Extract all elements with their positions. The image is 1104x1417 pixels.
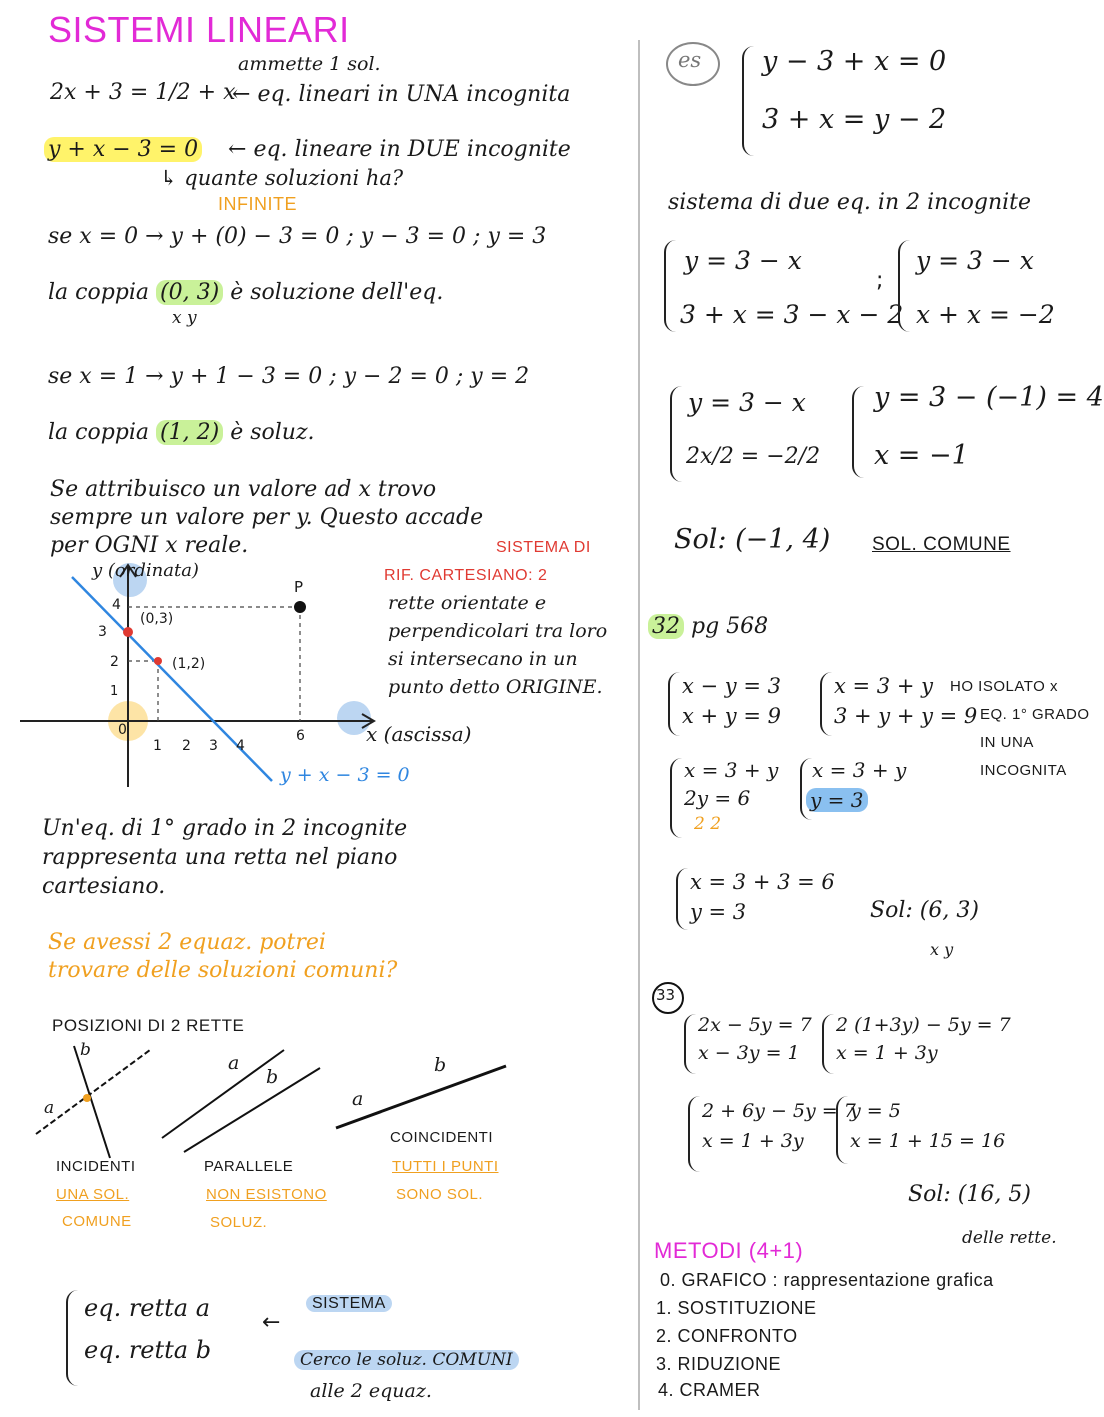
y-axis-label: y (ordinata): [92, 560, 199, 581]
parallel-line-a: [162, 1050, 284, 1138]
method-2: 2. CONFRONTO: [656, 1326, 798, 1346]
page-title: SISTEMI LINEARI: [48, 9, 350, 50]
ex33-brace-4: [836, 1096, 848, 1164]
sub2-eq-1: y = 3 − x: [916, 246, 1034, 275]
equation-two-unknowns: y + x − 3 = 0: [44, 137, 202, 163]
line-label: y + x − 3 = 0: [280, 764, 410, 786]
paragraph-line-3: per OGNI x reale.: [50, 533, 249, 558]
x-tick-6: 6: [296, 728, 305, 744]
question-line-2: trovare delle soluzioni comuni?: [48, 958, 398, 983]
x-axis-label: x (ascissa): [366, 722, 472, 746]
incident-label-b: b: [80, 1040, 91, 1060]
incident-desc-1: UNA SOL.: [56, 1186, 130, 1203]
ex32-b-eq-1: x = 3 + y: [834, 674, 933, 698]
isolated-note-1: HO ISOLATO x: [950, 678, 1058, 695]
method-4: 4. CRAMER: [658, 1380, 761, 1400]
sub-brace-1: [664, 240, 678, 332]
common-solution-label: SOL. COMUNE: [872, 534, 1011, 555]
cartesian-graph: [0, 555, 480, 795]
coincident-title: COINCIDENTI: [390, 1129, 493, 1146]
column-divider: [638, 40, 640, 1410]
solution-1: Sol: (−1, 4): [674, 524, 831, 555]
exercise-32-heading: 32 pg 568: [648, 614, 768, 640]
ex32-brace-2: [820, 672, 832, 736]
ex33-b-eq-2: x = 1 + 3y: [836, 1042, 938, 1064]
ex32-e-eq-1: x = 3 + 3 = 6: [690, 870, 835, 894]
ref-system-line-2: rette orientate e: [388, 592, 547, 614]
ref-system-line-3: perpendicolari tra loro: [388, 620, 608, 642]
coincident-desc-2: SONO SOL.: [396, 1186, 484, 1203]
example-label: es: [678, 48, 702, 72]
point-0-3: [123, 627, 133, 637]
sub3-eq-1: y = 3 − x: [688, 388, 806, 417]
question-how-many: ↳ quante soluzioni ha?: [160, 166, 404, 190]
method-3: 3. RIDUZIONE: [656, 1354, 782, 1374]
incident-line-b: [74, 1046, 110, 1158]
incident-desc-2: COMUNE: [62, 1213, 132, 1230]
solution-33: Sol: (16, 5): [908, 1182, 1031, 1207]
point-1-2-label: (1,2): [172, 656, 206, 672]
ex33-c-eq-1: 2 + 6y − 5y = 7: [702, 1100, 856, 1122]
ex32-c-eq-1: x = 3 + y: [684, 758, 779, 782]
ex32-a-eq-1: x − y = 3: [682, 674, 781, 698]
paragraph-line-1: Se attribuisco un valore ad x trovo: [50, 477, 437, 502]
isolated-note-3: IN UNA: [980, 734, 1034, 751]
ex32-brace-3: [670, 758, 682, 838]
system-label: SISTEMA: [306, 1294, 392, 1313]
sub1-eq-2: 3 + x = 3 − x − 2: [680, 300, 904, 329]
parallel-title: PARALLELE: [204, 1158, 294, 1175]
exercise-33-number: 33: [656, 986, 676, 1004]
y-tick-1: 1: [110, 684, 119, 699]
parallel-desc-2: SOLUZ.: [210, 1214, 268, 1231]
methods-title: METODI (4+1): [654, 1238, 804, 1263]
x-tick-3: 3: [209, 738, 218, 754]
point-p: [294, 601, 306, 613]
linear-line-1: Un'eq. di 1° grado in 2 incognite: [42, 816, 408, 841]
ex32-c-eq-2: 2y = 6: [684, 786, 751, 810]
method-1: 1. SOSTITUZIONE: [656, 1298, 817, 1318]
case-x-one: se x = 1 → y + 1 − 3 = 0 ; y − 2 = 0 ; y = 2: [48, 364, 530, 389]
common-solutions-1: Cerco le soluz. COMUNI: [294, 1350, 519, 1370]
ex33-a-eq-2: x − 3y = 1: [698, 1042, 800, 1064]
coincident-label-a: a: [352, 1088, 364, 1110]
incident-title: INCIDENTI: [56, 1158, 136, 1175]
couple-two-line: la coppia (1, 2) è soluz.: [48, 420, 315, 445]
equation-one-unknown: 2x + 3 = 1/2 + x: [50, 80, 236, 105]
ex32-b-eq-2: 3 + y + y = 9: [834, 704, 978, 728]
example-brace: [742, 46, 756, 156]
methods-note: delle rette.: [962, 1228, 1057, 1248]
point-p-label: P: [294, 578, 304, 596]
ex32-c-divisors: 2 2: [694, 814, 722, 834]
ref-system-line-1: RIF. CARTESIANO: 2: [384, 567, 548, 584]
common-solutions-2: alle 2 equaz.: [310, 1380, 432, 1402]
point-1-2: [154, 657, 162, 665]
note-two-unknowns: ← eq. lineare in DUE incognite: [228, 137, 571, 162]
parallel-label-b: b: [266, 1066, 279, 1088]
linear-line-3: cartesiano.: [42, 874, 166, 899]
arrow-to-system: ←: [262, 1310, 281, 1335]
parallel-desc-1: NON ESISTONO: [206, 1186, 327, 1203]
sub4-eq-2: x = −1: [874, 440, 969, 471]
couple-one-xy: x y: [172, 308, 197, 328]
ex32-brace-1: [668, 672, 680, 736]
incident-label-a: a: [44, 1098, 55, 1118]
ex33-d-eq-2: x = 1 + 15 = 16: [850, 1130, 1006, 1152]
case-x-zero: se x = 0 → y + (0) − 3 = 0 ; y − 3 = 0 ; y = 3: [48, 224, 547, 249]
method-0: 0. GRAFICO : rappresentazione grafica: [660, 1270, 994, 1290]
system-eq-a: eq. retta a: [84, 1294, 211, 1322]
sub3-eq-2: 2x/2 = −2/2: [686, 444, 821, 469]
ref-system-line-4: si intersecano in un: [388, 648, 578, 670]
system-description: sistema di due eq. in 2 incognite: [668, 190, 1032, 215]
ex32-e-eq-2: y = 3: [690, 900, 747, 924]
note-one-unknown: ← eq. lineari in UNA incognita: [232, 82, 571, 107]
solution-32-xy: x y: [930, 940, 954, 959]
ex32-a-eq-2: x + y = 9: [682, 704, 781, 728]
solution-32: Sol: (6, 3): [870, 898, 979, 923]
point-0-3-label: (0,3): [140, 611, 174, 627]
x-tick-2: 2: [182, 738, 191, 754]
sub-brace-4: [852, 386, 866, 478]
note-one-solution: ammette 1 sol.: [238, 53, 381, 75]
ex32-d-eq-2: y = 3: [806, 788, 868, 812]
incident-point: [83, 1094, 91, 1102]
y-tick-3: 3: [98, 624, 107, 640]
paragraph-line-2: sempre un valore per y. Questo accade: [50, 505, 484, 530]
example-eq-1: y − 3 + x = 0: [762, 46, 947, 77]
sub4-eq-1: y = 3 − (−1) = 4: [874, 382, 1104, 413]
ex33-brace-3: [688, 1096, 700, 1172]
ex33-b-eq-1: 2 (1+3y) − 5y = 7: [836, 1014, 1011, 1036]
separator-semicolon: ;: [876, 268, 884, 293]
ex32-brace-5: [676, 868, 688, 930]
ex32-d-eq-1: x = 3 + y: [812, 758, 907, 782]
ref-system-line-5: punto detto ORIGINE.: [388, 676, 603, 698]
parallel-line-b: [184, 1068, 320, 1152]
y-tick-2: 2: [110, 654, 119, 670]
isolated-note-4: INCOGNITA: [980, 762, 1067, 779]
system-brace: [66, 1290, 78, 1386]
sub1-eq-1: y = 3 − x: [684, 246, 802, 275]
ex33-brace-1: [684, 1014, 696, 1074]
example-eq-2: 3 + x = y − 2: [762, 104, 947, 135]
ref-system-title: SISTEMA DI: [496, 539, 591, 556]
parallel-label-a: a: [228, 1052, 240, 1074]
question-line-1: Se avessi 2 equaz. potrei: [48, 930, 326, 955]
ex33-a-eq-1: 2x − 5y = 7: [698, 1014, 812, 1036]
coincident-label-b: b: [434, 1054, 447, 1076]
sub2-eq-2: x + x = −2: [916, 300, 1055, 329]
ex33-d-eq-1: y = 5: [850, 1100, 901, 1122]
system-eq-b: eq. retta b: [84, 1336, 212, 1364]
linear-line-2: rappresenta una retta nel piano: [42, 845, 398, 870]
x-tick-1: 1: [153, 738, 162, 754]
sub-brace-3: [670, 386, 684, 482]
origin-label: 0: [118, 722, 127, 738]
positions-title: POSIZIONI DI 2 RETTE: [52, 1016, 245, 1035]
sub-brace-2: [898, 240, 912, 332]
y-tick-4: 4: [112, 597, 121, 613]
ex33-c-eq-2: x = 1 + 3y: [702, 1130, 804, 1152]
incident-line-a: [36, 1050, 150, 1134]
isolated-note-2: EQ. 1° GRADO: [980, 706, 1090, 723]
answer-infinite: INFINITE: [218, 194, 297, 214]
coincident-desc-1: TUTTI I PUNTI: [392, 1158, 499, 1175]
x-tick-4: 4: [236, 738, 245, 754]
couple-one-line: la coppia (0, 3) è soluzione dell'eq.: [48, 280, 444, 305]
ex33-brace-2: [822, 1014, 834, 1074]
